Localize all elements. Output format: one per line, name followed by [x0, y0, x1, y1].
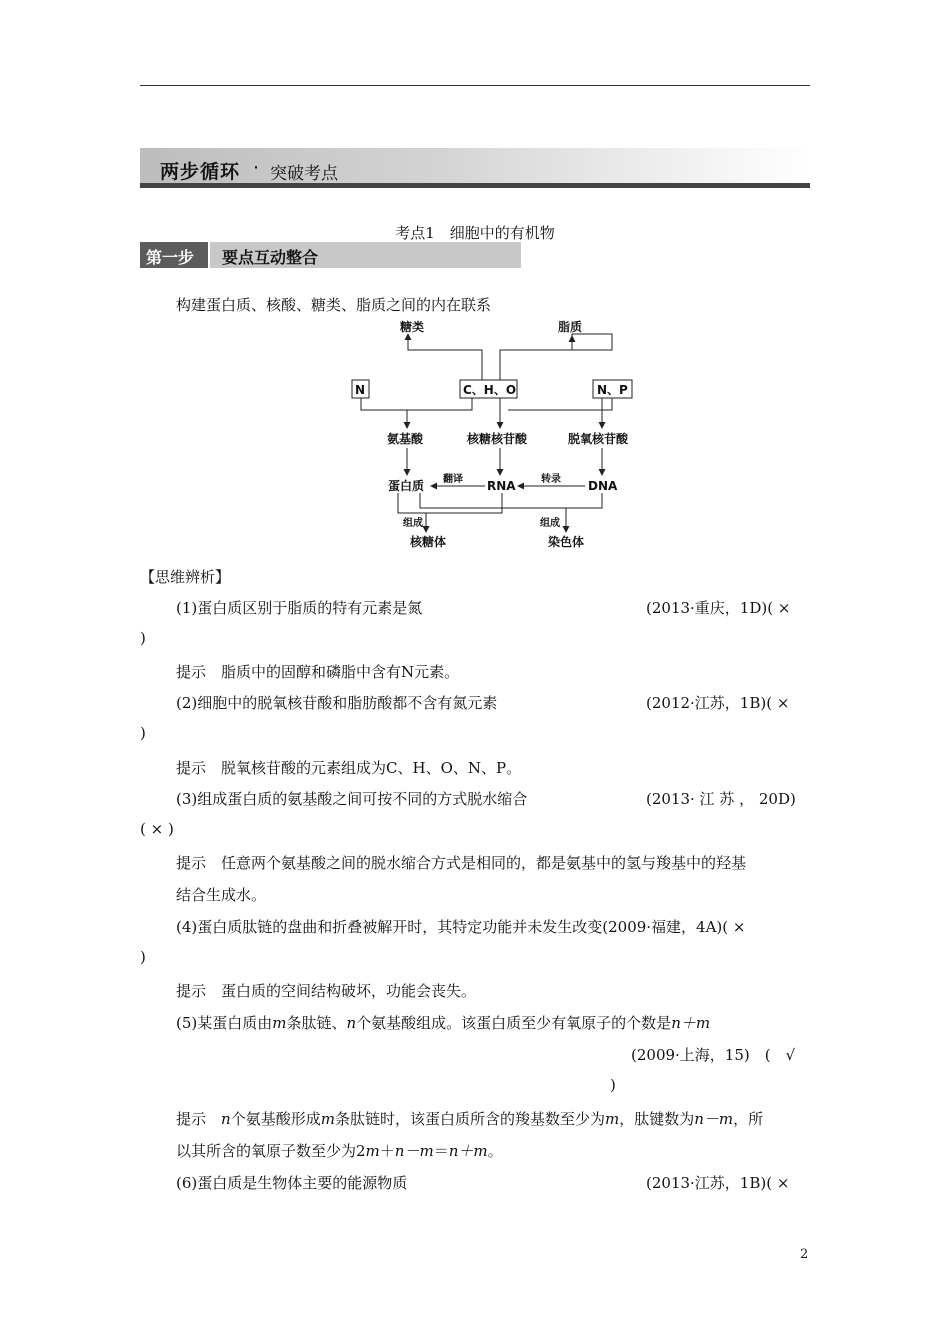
- analysis-heading: 【思维辨析】: [140, 568, 231, 586]
- hint-3: [176, 852, 746, 873]
- variable-m: m: [320, 1110, 335, 1128]
- label-transcription: 转录: [541, 474, 561, 485]
- label-amino-acid: 氨基酸: [387, 432, 424, 446]
- question-6: (6)蛋白质是生物体主要的能源物质: [176, 1174, 408, 1192]
- hint-5-label: 提示: [176, 1110, 207, 1128]
- hint-5-part: 。: [487, 1142, 503, 1160]
- hint-4-label: 提示: [176, 982, 207, 1000]
- arrow-to-sugar: [408, 334, 482, 380]
- hint-2-text: 脱氧核苷酸的元素组成为C、H、O、N、P。: [221, 759, 522, 777]
- topic-title: 考点1 细胞中的有机物: [395, 224, 555, 242]
- relationship-diagram: [340, 315, 640, 555]
- section-title-rest: 突破考点: [270, 164, 338, 184]
- label-dna: DNA: [588, 479, 618, 493]
- question-1: (1)蛋白质区别于脂质的特有元素是氮: [176, 599, 423, 617]
- expression-n-plus-m: n＋m: [448, 1142, 488, 1160]
- hint-1-label: 提示: [176, 663, 207, 681]
- expression-n-plus-m: n＋m: [671, 1014, 711, 1032]
- line-n-to-cho: [361, 398, 472, 410]
- label-translation: 翻译: [443, 474, 463, 485]
- question-1-tail: ): [140, 629, 146, 647]
- intro-text: 构建蛋白质、核酸、糖类、脂质之间的内在联系: [176, 296, 492, 314]
- section-title-dot: ·: [253, 157, 260, 179]
- label-ribonucleotide: 核糖核苷酸: [467, 432, 528, 446]
- question-5-source: (2009·上海，15) ( √: [631, 1046, 796, 1064]
- arrow-to-lipid: [500, 334, 612, 380]
- variable-m: m: [272, 1014, 287, 1032]
- question-5-part: (5)某蛋白质由: [176, 1014, 273, 1032]
- hint-2: [176, 757, 521, 778]
- header-rule: [140, 85, 810, 86]
- label-n-box: N: [355, 383, 366, 397]
- page-number: 2: [800, 1247, 809, 1262]
- expression-n-minus-m: n－m: [694, 1110, 734, 1128]
- label-np-box: N、P: [597, 383, 628, 397]
- label-deoxyribonucleotide: 脱氧核苷酸: [568, 432, 629, 446]
- variable-m: m: [365, 1142, 380, 1160]
- section-title-bold: 两步循环: [160, 161, 241, 183]
- variable-n: n: [221, 1110, 231, 1128]
- label-chromosome: 染色体: [548, 535, 585, 549]
- hint-5-continued: [176, 1140, 503, 1161]
- hint-5-part: ，所: [733, 1110, 764, 1128]
- variable-n: n: [346, 1014, 357, 1032]
- hint-1: [176, 661, 459, 682]
- question-4: (4)蛋白质肽链的盘曲和折叠被解开时，其特定功能并未发生改变(2009·福建，4A)( ×: [176, 918, 746, 936]
- question-2-source: (2012·江苏，1B)( ×: [646, 694, 790, 712]
- question-3-tail: ( × ): [140, 820, 174, 838]
- hint-5: [176, 1108, 763, 1129]
- label-rna: RNA: [487, 479, 516, 493]
- question-2: (2)细胞中的脱氧核苷酸和脂肪酸都不含有氮元素: [176, 694, 498, 712]
- label-compose-2: 组成: [540, 518, 560, 529]
- step-bar: [140, 242, 521, 268]
- hint-3-continued: 结合生成水。: [176, 886, 267, 904]
- question-2-tail: ): [140, 724, 146, 742]
- expression-n-minus-m: n－m: [394, 1142, 434, 1160]
- line-rna-to-ribosome: [426, 493, 502, 513]
- question-4-tail: ): [140, 948, 146, 966]
- section-header: [140, 148, 810, 188]
- hint-4: [176, 980, 476, 1001]
- label-sugar: 糖类: [400, 320, 425, 334]
- label-compose-1: 组成: [403, 518, 423, 529]
- question-5-part: 个氨基酸组成。该蛋白质至少有氧原子的个数是: [356, 1014, 672, 1032]
- question-5-tail: ): [610, 1076, 616, 1094]
- label-cho-box: C、H、O: [463, 383, 517, 397]
- line-dna-to-chromosome: [566, 493, 602, 508]
- line-protein-to-chromosome: [420, 493, 566, 508]
- section-header-band: [140, 148, 810, 184]
- question-6-source: (2013·江苏，1B)( ×: [646, 1174, 790, 1192]
- hint-5-part: ＋: [379, 1142, 395, 1160]
- variable-m: m: [604, 1110, 620, 1128]
- question-1-source: (2013·重庆，1D)( ×: [646, 599, 791, 617]
- hint-5-part: ＝: [433, 1142, 449, 1160]
- step-label-box: [140, 242, 208, 268]
- hint-5-part: ，肽键数为: [619, 1110, 695, 1128]
- question-3: (3)组成蛋白质的氨基酸之间可按不同的方式脱水缩合: [176, 790, 528, 808]
- question-3-source: (2013· 江 苏 ， 20D): [646, 790, 796, 808]
- hint-2-label: 提示: [176, 759, 207, 777]
- question-5-part: 条肽链、: [286, 1014, 347, 1032]
- label-lipid: 脂质: [558, 320, 583, 334]
- hint-4-text: 蛋白质的空间结构破坏，功能会丧失。: [221, 982, 477, 1000]
- step-label: 第一步: [146, 248, 195, 267]
- section-header-rule: [140, 183, 810, 188]
- hint-3-label: 提示: [176, 854, 207, 872]
- step-title-box: [210, 242, 521, 268]
- hint-1-text: 脂质中的固醇和磷脂中含有N元素。: [221, 663, 460, 681]
- hint-5-part: 以其所含的氧原子数至少为2: [176, 1142, 366, 1160]
- label-protein: 蛋白质: [388, 479, 425, 493]
- hint-5-part: 个氨基酸形成: [230, 1110, 321, 1128]
- hint-3-text: 任意两个氨基酸之间的脱水缩合方式是相同的，都是氨基中的氢与羧基中的羟基: [221, 854, 747, 872]
- label-ribosome: 核糖体: [410, 535, 447, 549]
- step-title: 要点互动整合: [222, 248, 319, 267]
- line-np-to-cho: [508, 398, 612, 410]
- hint-5-part: 条肽链时，该蛋白质所含的羧基数至少为: [334, 1110, 605, 1128]
- question-5: [176, 1012, 710, 1033]
